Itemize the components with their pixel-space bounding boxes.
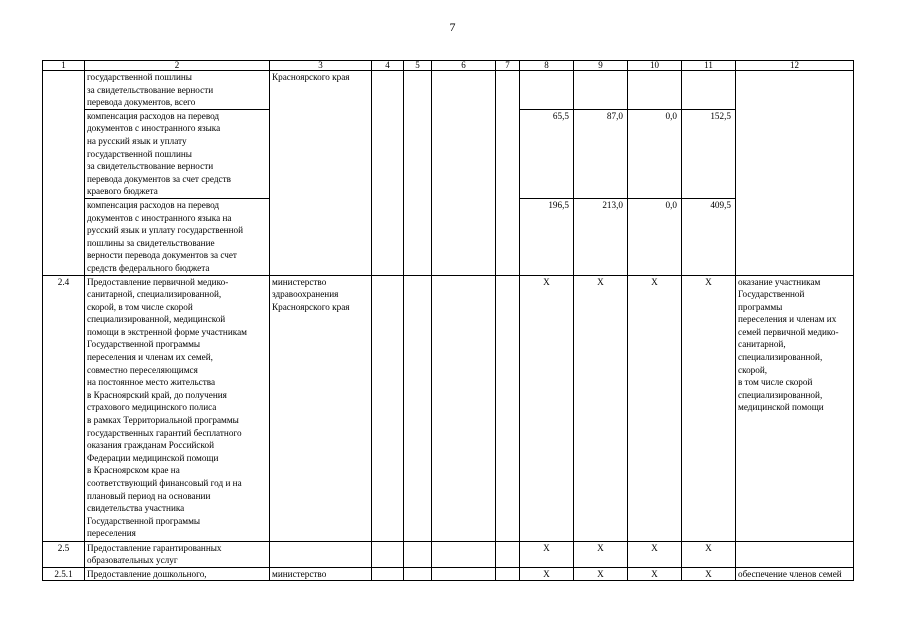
cell-col5 <box>404 71 432 276</box>
cell-col4 <box>372 567 404 581</box>
value-col9: X <box>574 275 628 541</box>
cell-col7 <box>496 541 520 567</box>
value-col11: X <box>682 567 736 581</box>
value-col10: 0,0 <box>628 109 682 198</box>
result-cell: оказание участникам Государственной программы переселения и членам их семей первичной медико- санитарной, специализированной, скорой, в том числе скорой специализированной, медицинской помощи <box>736 275 854 541</box>
value-col9: X <box>574 567 628 581</box>
col-header-12: 12 <box>736 61 854 71</box>
value-col10: X <box>628 567 682 581</box>
col-header-9: 9 <box>574 61 628 71</box>
activity-cell: государственной пошлины за свидетельствование верности перевода документов, всего <box>85 71 270 110</box>
table-row <box>43 541 854 567</box>
cell-col7 <box>496 275 520 541</box>
cell-col9 <box>574 71 628 110</box>
responsible-cell: Красноярского края <box>270 71 372 276</box>
cell-col6 <box>432 71 496 276</box>
responsible-cell: министерство <box>270 567 372 581</box>
value-col10: 0,0 <box>628 198 682 275</box>
value-col11: X <box>682 541 736 567</box>
activity-cell: компенсация расходов на перевод документов с иностранного языка на русский язык и уплату государственной пошлины за свидетельствование верности перевода документов за счет средств краевого бюджета <box>85 109 270 198</box>
responsible-cell <box>270 541 372 567</box>
value-col10: X <box>628 275 682 541</box>
result-cell <box>736 71 854 276</box>
col-header-8: 8 <box>520 61 574 71</box>
page-number: 7 <box>449 20 456 34</box>
activity-cell: Предоставление дошкольного, <box>85 567 270 581</box>
activity-cell: Предоставление первичной медико- санитарной, специализированной, скорой, в том числе скорой специализированной, медицинской помощи в экстренной форме участникам Государственной программы переселения и членам их семей, совместно переселяющимся на постоянное место жительства в Красноярский край, до получения страхового медицинского полиса в рамках Территориальной программы государственных гарантий бесплатного оказания гражданам Российской Федерации медицинской помощи в Красноярском крае на соответствующий финансовый год и на плановый период на основании свидетельства участника Государственной программы переселения <box>85 275 270 541</box>
cell-col7 <box>496 567 520 581</box>
cell-col6 <box>432 275 496 541</box>
activity-cell: Предоставление гарантированных образовательных услуг <box>85 541 270 567</box>
col-header-7: 7 <box>496 61 520 71</box>
cell-col6 <box>432 567 496 581</box>
value-col8: X <box>520 541 574 567</box>
col-header-10: 10 <box>628 61 682 71</box>
item-number-cell <box>43 71 85 276</box>
item-number-cell: 2.5 <box>43 541 85 567</box>
col-header-1: 1 <box>43 61 85 71</box>
program-table <box>42 60 854 581</box>
col-header-11: 11 <box>682 61 736 71</box>
cell-col7 <box>496 71 520 276</box>
table-row <box>43 275 854 541</box>
value-col9: 213,0 <box>574 198 628 275</box>
col-header-3: 3 <box>270 61 372 71</box>
value-col11: 409,5 <box>682 198 736 275</box>
col-header-6: 6 <box>432 61 496 71</box>
cell-col6 <box>432 541 496 567</box>
col-header-2: 2 <box>85 61 270 71</box>
cell-col4 <box>372 541 404 567</box>
activity-cell: компенсация расходов на перевод документов с иностранного языка на русский язык и уплату государственной пошлины за свидетельствование верности перевода документов за счет средств федерального бюджета <box>85 198 270 275</box>
value-col8: 196,5 <box>520 198 574 275</box>
responsible-cell: министерство здравоохранения Красноярского края <box>270 275 372 541</box>
result-cell <box>736 541 854 567</box>
value-col8: X <box>520 275 574 541</box>
value-col9: 87,0 <box>574 109 628 198</box>
col-header-4: 4 <box>372 61 404 71</box>
table-row <box>43 71 854 110</box>
cell-col11 <box>682 71 736 110</box>
cell-col10 <box>628 71 682 110</box>
cell-col4 <box>372 71 404 276</box>
value-col11: 152,5 <box>682 109 736 198</box>
col-header-5: 5 <box>404 61 432 71</box>
result-cell: обеспечение членов семей <box>736 567 854 581</box>
cell-col5 <box>404 275 432 541</box>
value-col10: X <box>628 541 682 567</box>
value-col8: 65,5 <box>520 109 574 198</box>
item-number-cell: 2.5.1 <box>43 567 85 581</box>
column-number-row <box>43 61 854 71</box>
value-col9: X <box>574 541 628 567</box>
cell-col4 <box>372 275 404 541</box>
cell-col5 <box>404 567 432 581</box>
cell-col8 <box>520 71 574 110</box>
cell-col5 <box>404 541 432 567</box>
item-number-cell: 2.4 <box>43 275 85 541</box>
value-col8: X <box>520 567 574 581</box>
value-col11: X <box>682 275 736 541</box>
table-row <box>43 567 854 581</box>
